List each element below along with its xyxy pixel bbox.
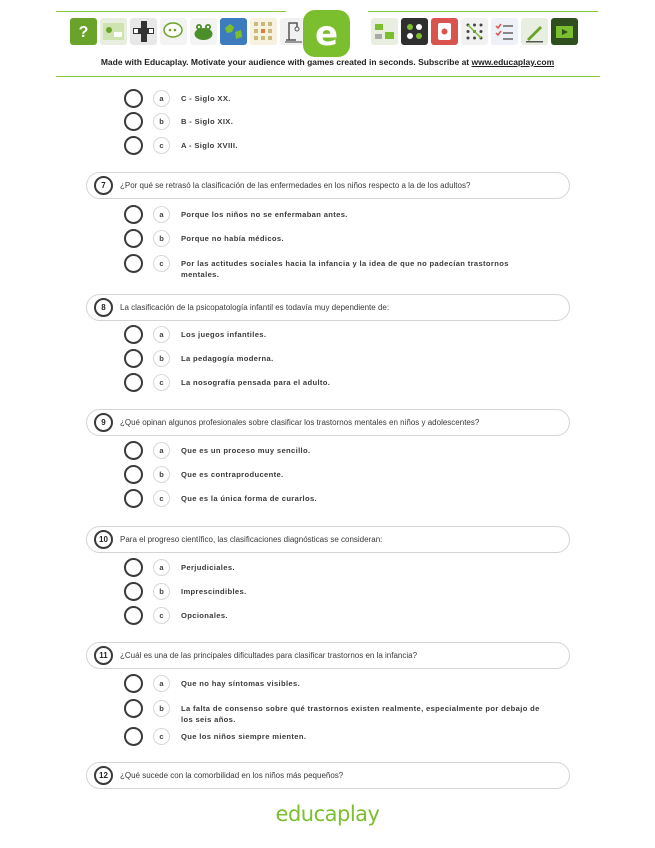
option-row[interactable] <box>124 699 541 725</box>
option-letter: a <box>153 90 170 107</box>
option-letter: b <box>153 700 170 717</box>
matching-tile-icon[interactable] <box>401 18 428 45</box>
option-letter: a <box>153 559 170 576</box>
dots-tile-icon[interactable] <box>461 18 488 45</box>
radio-button[interactable] <box>124 674 143 693</box>
option-letter: a <box>153 326 170 343</box>
option-row[interactable] <box>124 325 541 344</box>
option-row[interactable] <box>124 606 541 625</box>
option-row[interactable] <box>124 441 541 460</box>
cards-tile-icon[interactable] <box>431 18 458 45</box>
option-row[interactable] <box>124 89 541 108</box>
puzzle-tile-icon[interactable] <box>371 18 398 45</box>
option-text: Por las actitudes sociales hacia la infancia y la idea de que no padecían trastornos mentales. <box>181 259 509 279</box>
option-text: A - Siglo XVIII. <box>181 141 238 150</box>
option-text: Porque no había médicos. <box>181 234 284 243</box>
option-letter: c <box>153 137 170 154</box>
option-letter: b <box>153 466 170 483</box>
option-text: C - Siglo XX. <box>181 94 231 103</box>
radio-button[interactable] <box>124 465 143 484</box>
question-number: 8 <box>94 298 113 317</box>
option-text: Los juegos infantiles. <box>181 330 267 339</box>
checklist-tile-icon[interactable] <box>491 18 518 45</box>
option-text: B - Siglo XIX. <box>181 117 234 126</box>
option-letter: c <box>153 490 170 507</box>
option-text: Opcionales. <box>181 611 228 620</box>
radio-button[interactable] <box>124 727 143 746</box>
option-text: La nosografía pensada para el adulto. <box>181 378 331 387</box>
option-row[interactable] <box>124 229 541 248</box>
question-number: 9 <box>94 413 113 432</box>
radio-button[interactable] <box>124 373 143 392</box>
crossword-tile-icon[interactable] <box>130 18 157 45</box>
radio-button[interactable] <box>124 254 143 273</box>
radio-button[interactable] <box>124 606 143 625</box>
header <box>0 0 655 80</box>
radio-button[interactable] <box>124 699 143 718</box>
option-text: Que es un proceso muy sencillo. <box>181 446 311 455</box>
question-box <box>86 294 570 321</box>
question-text: ¿Por qué se retrasó la clasificación de las enfermedades en los niños respecto a la de los adultos? <box>120 181 471 190</box>
question-box <box>86 642 570 669</box>
question-number: 7 <box>94 176 113 195</box>
header-top-left-line <box>56 11 286 12</box>
svg-text:e: e <box>314 14 339 54</box>
option-letter: c <box>153 728 170 745</box>
tagline <box>0 57 655 67</box>
option-row[interactable] <box>124 465 541 484</box>
pen-tile-icon[interactable] <box>521 18 548 45</box>
option-letter: c <box>153 607 170 624</box>
option-row[interactable] <box>124 254 541 280</box>
question-text: La clasificación de la psicopatología infantil es todavía muy dependiente de: <box>120 303 390 312</box>
option-row[interactable] <box>124 727 541 746</box>
question-text: Para el progreso científico, las clasificaciones diagnósticas se consideran: <box>120 535 383 544</box>
radio-button[interactable] <box>124 112 143 131</box>
option-row[interactable] <box>124 558 541 577</box>
world-tile-icon[interactable] <box>220 18 247 45</box>
radio-button[interactable] <box>124 229 143 248</box>
option-letter: b <box>153 583 170 600</box>
option-row[interactable] <box>124 136 541 155</box>
option-row[interactable] <box>124 373 541 392</box>
radio-button[interactable] <box>124 349 143 368</box>
option-letter: c <box>153 374 170 391</box>
radio-button[interactable] <box>124 489 143 508</box>
radio-button[interactable] <box>124 441 143 460</box>
question-box <box>86 526 570 553</box>
wordsearch-tile-icon[interactable] <box>250 18 277 45</box>
option-row[interactable] <box>124 582 541 601</box>
option-text: Porque los niños no se enfermaban antes. <box>181 210 348 219</box>
option-text: Que no hay síntomas visibles. <box>181 679 301 688</box>
educaplay-logo[interactable] <box>303 10 350 57</box>
radio-button[interactable] <box>124 89 143 108</box>
option-text: Que los niños siempre mienten. <box>181 732 307 741</box>
option-row[interactable] <box>124 674 541 693</box>
option-letter: b <box>153 230 170 247</box>
game-tiles-left <box>70 18 307 45</box>
option-text: La falta de consenso sobre qué trastornos existen realmente, especialmente por debajo de los seis años. <box>181 704 540 724</box>
option-text: La pedagogía moderna. <box>181 354 274 363</box>
radio-button[interactable] <box>124 325 143 344</box>
option-letter: b <box>153 350 170 367</box>
chat-tile-icon[interactable] <box>160 18 187 45</box>
footer-logo: educaplay <box>275 802 380 826</box>
frog-tile-icon[interactable] <box>190 18 217 45</box>
option-letter: a <box>153 206 170 223</box>
radio-button[interactable] <box>124 558 143 577</box>
option-row[interactable] <box>124 349 541 368</box>
map-tile-icon[interactable] <box>100 18 127 45</box>
option-row[interactable] <box>124 205 541 224</box>
radio-button[interactable] <box>124 205 143 224</box>
tagline-link[interactable]: www.educaplay.com <box>471 57 555 67</box>
option-row[interactable] <box>124 112 541 131</box>
header-top-right-line <box>368 11 598 12</box>
option-text: Que es contraproducente. <box>181 470 284 479</box>
video-tile-icon[interactable] <box>551 18 578 45</box>
svg-text:?: ? <box>78 24 89 41</box>
question-number: 11 <box>94 646 113 665</box>
question-tile-icon[interactable] <box>70 18 97 45</box>
question-text: ¿Qué opinan algunos profesionales sobre clasificar los trastornos mentales en niños y adolescentes? <box>120 418 480 427</box>
radio-button[interactable] <box>124 136 143 155</box>
radio-button[interactable] <box>124 582 143 601</box>
question-number: 12 <box>94 766 113 785</box>
option-text: Perjudiciales. <box>181 563 235 572</box>
question-box <box>86 172 570 199</box>
game-tiles-right <box>371 18 578 45</box>
question-text: ¿Cuál es una de las principales dificultades para clasificar trastornos en la infancia? <box>120 651 418 660</box>
tagline-text: Made with Educaplay. Motivate your audience with games created in seconds. Subscribe at <box>100 57 472 67</box>
option-letter: b <box>153 113 170 130</box>
question-text: ¿Qué sucede con la comorbilidad en los niños más pequeños? <box>120 771 344 780</box>
header-bottom-line <box>56 76 600 77</box>
option-row[interactable] <box>124 489 541 508</box>
option-text: Que es la única forma de curarlos. <box>181 494 317 503</box>
question-box <box>86 762 570 789</box>
option-text: Imprescindibles. <box>181 587 247 596</box>
question-number: 10 <box>94 530 113 549</box>
option-letter: c <box>153 255 170 272</box>
option-letter: a <box>153 675 170 692</box>
option-letter: a <box>153 442 170 459</box>
question-box <box>86 409 570 436</box>
